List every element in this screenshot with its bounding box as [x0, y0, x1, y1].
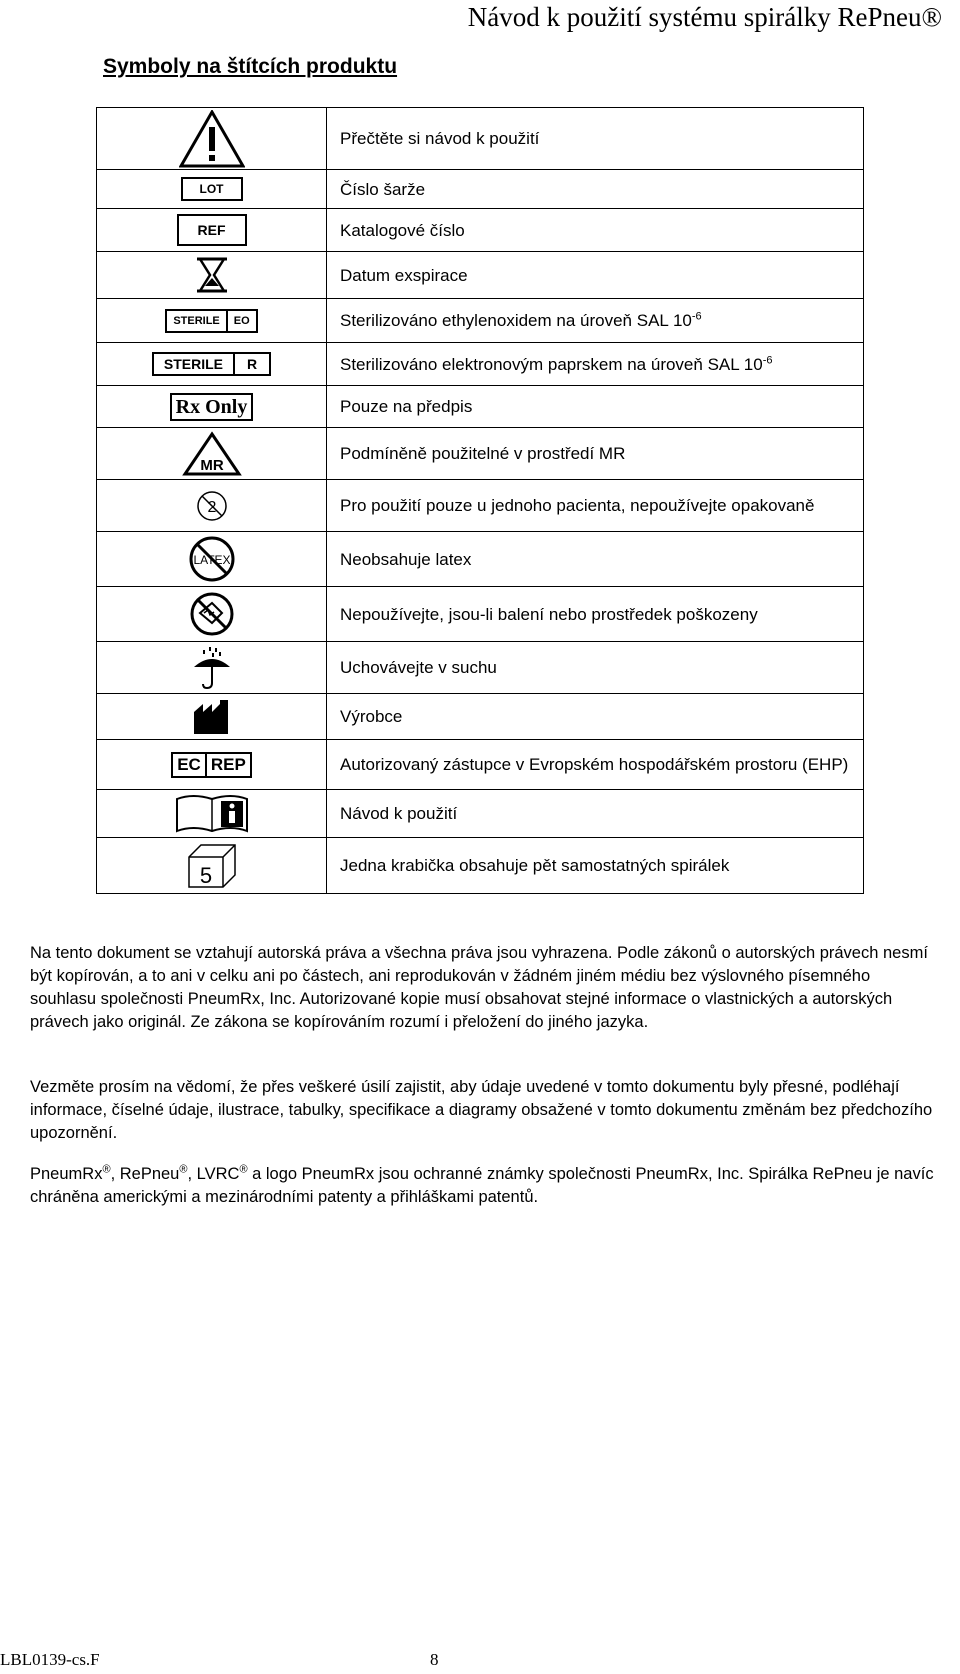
- svg-text:LATEX: LATEX: [192, 553, 231, 567]
- table-row: [97, 252, 864, 299]
- table-row: [97, 480, 864, 532]
- symbol-description: Výrobce: [327, 694, 864, 740]
- svg-text:MR: MR: [199, 456, 224, 474]
- box-quantity-icon: [187, 843, 237, 889]
- table-row: [97, 343, 864, 386]
- symbols-table: [96, 107, 864, 894]
- svg-text:2: 2: [207, 498, 216, 516]
- table-row: [97, 428, 864, 480]
- document-title: Návod k použití systému spirálky RePneu®: [467, 2, 942, 32]
- symbol-description: Číslo šarže: [327, 170, 864, 209]
- symbol-description: Sterilizováno ethylenoxidem na úroveň SAL $10^{-6}$: [327, 299, 864, 343]
- symbol-description: Sterilizováno elektronovým paprskem na úroveň SAL $10^{-6}$: [327, 343, 864, 386]
- disclaimer-paragraph: Vezměte prosím na vědomí, že přes veškeré úsilí zajistit, aby údaje uvedené v tomto dokumentu byly přesné, podléhají informace, číselné údaje, ilustrace, tabulky, specifikace a diagramy obsažené v tomto dokumentu změnám bez předchozího upozornění.: [30, 1078, 933, 1142]
- damaged-package-icon: [188, 591, 236, 637]
- warning-triangle-icon: [179, 110, 245, 168]
- trademarks-paragraph: PneumRx®, RePneu®, LVRC® a logo PneumRx jsou ochranné známky společnosti PneumRx, Inc. Spirálka RePneu je navíc chráněna americkými a mezinárodními patenty a přihláškami patentů.: [30, 1163, 934, 1206]
- symbol-description: Návod k použití: [327, 790, 864, 838]
- document-code: LBL0139-cs.F: [0, 1650, 100, 1669]
- table-row: [97, 386, 864, 428]
- symbol-description: Pouze na předpis: [327, 386, 864, 428]
- svg-text:5: 5: [199, 862, 212, 888]
- symbol-description: Podmíněně použitelné v prostředí MR: [327, 428, 864, 480]
- table-row: [97, 694, 864, 740]
- table-row: [97, 532, 864, 587]
- mr-conditional-icon: [182, 431, 242, 477]
- sterile-eo-icon: STERILE EO: [165, 309, 257, 333]
- keep-dry-icon: [190, 645, 234, 691]
- symbol-description: Autorizovaný zástupce v Evropském hospodářském prostoru (EHP): [327, 740, 864, 790]
- symbol-description: Nepoužívejte, jsou-li balení nebo prostředek poškozeny: [327, 587, 864, 642]
- instructions-book-icon: [175, 793, 249, 835]
- symbol-description: Neobsahuje latex: [327, 532, 864, 587]
- symbol-description: Datum exspirace: [327, 252, 864, 299]
- table-row: [97, 838, 864, 894]
- ref-icon: REF: [177, 214, 247, 246]
- table-row: [97, 587, 864, 642]
- table-row: [97, 170, 864, 209]
- symbol-description: Přečtěte si návod k použití: [327, 108, 864, 170]
- symbol-description: Katalogové číslo: [327, 209, 864, 252]
- symbol-description: Uchovávejte v suchu: [327, 642, 864, 694]
- table-row: [97, 790, 864, 838]
- single-use-icon: [192, 488, 232, 524]
- ec-rep-icon: EC REP: [171, 752, 252, 778]
- rx-only-icon: Rx Only: [170, 393, 254, 421]
- symbol-description: Pro použití pouze u jednoho pacienta, nepoužívejte opakovaně: [327, 480, 864, 532]
- manufacturer-icon: [192, 698, 232, 736]
- symbol-description: Jedna krabička obsahuje pět samostatných spirálek: [327, 838, 864, 894]
- table-row: [97, 740, 864, 790]
- table-row: [97, 209, 864, 252]
- table-row: [97, 642, 864, 694]
- latex-free-icon: [185, 535, 239, 583]
- hourglass-icon: [194, 256, 230, 294]
- copyright-paragraph: Na tento dokument se vztahují autorská práva a všechna práva jsou vyhrazena. Podle zákonů o autorských právech nesmí být kopírován, a to ani v celku ani po částech, ani reprodukován v žádném jiném médiu bez výslovného písemného souhlasu společnosti PneumRx, Inc. Autorizované kopie musí obsahovat stejné informace o vlastnických a autorských právech jako originál. Ze zákona se kopírováním rozumí i přeložení do jiného jazyka.: [30, 944, 928, 1031]
- table-row: [97, 108, 864, 170]
- lot-icon: LOT: [181, 177, 243, 201]
- table-row: [97, 299, 864, 343]
- section-heading: Symboly na štítcích produktu: [103, 55, 398, 78]
- page-number: 8: [430, 1650, 439, 1669]
- sterile-r-icon: STERILE R: [152, 352, 271, 376]
